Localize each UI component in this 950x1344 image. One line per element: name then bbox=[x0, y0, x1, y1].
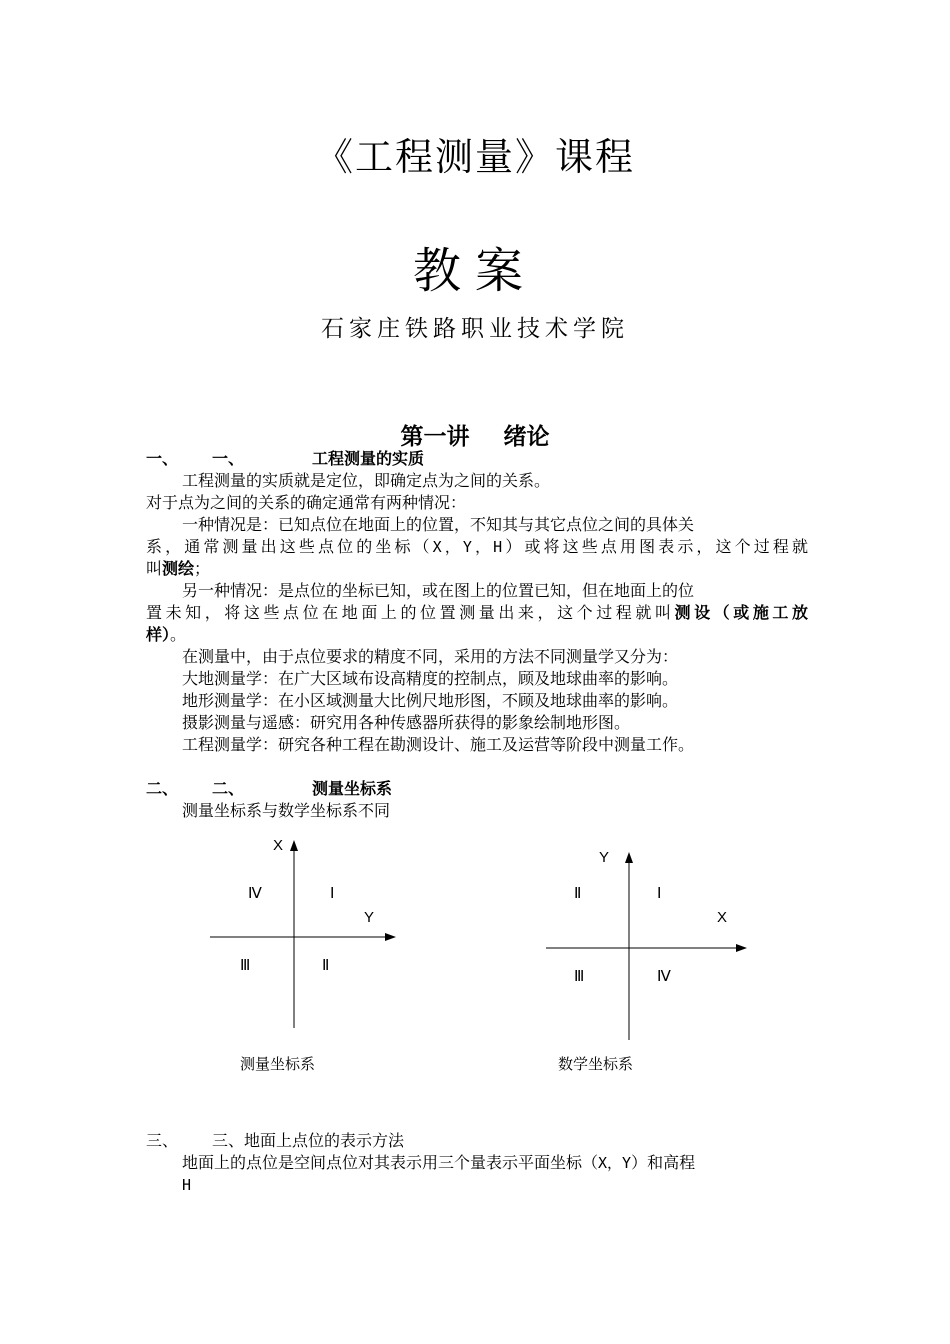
section1-paragraph-1: 工程测量的实质就是定位，即确定点为之间的关系。 bbox=[182, 471, 551, 490]
survey-coordinate-diagram bbox=[210, 840, 396, 1028]
math-diagram-caption: 数学坐标系 bbox=[558, 1056, 634, 1073]
text-run: 置未知，将这些点位在地面上的位置测量出来，这个过程就叫 bbox=[146, 603, 675, 622]
survey-vertical-axis-label: X bbox=[273, 837, 284, 854]
section1-paragraph-4-line-1: 另一种情况：是点位的坐标已知，或在图上的位置已知，但在地面上的位 bbox=[182, 581, 695, 600]
term-setting-out: 测设（或施工放 bbox=[674, 603, 808, 622]
survey-quadrant-top-left: Ⅳ bbox=[248, 885, 262, 902]
survey-horizontal-arrowhead bbox=[385, 933, 396, 941]
math-quadrant-bottom-right: Ⅳ bbox=[657, 968, 671, 985]
text-run: ）或将这些点用图表示，这个过程就 bbox=[502, 537, 808, 556]
section3-title: 三、地面上点位的表示方法 bbox=[212, 1131, 405, 1150]
section1-paragraph-5: 在测量中，由于点位要求的精度不同，采用的方法不同测量学又分为： bbox=[182, 647, 679, 666]
section1-paragraph-3-line-1: 一种情况是：已知点位在地面上的位置，不知其与其它点位之间的具体关 bbox=[182, 515, 695, 534]
text-run: 地面上的点位是空间点位对其表示用三个量表示平面坐标（ bbox=[182, 1153, 599, 1172]
section2-paragraph-1: 测量坐标系与数学坐标系不同 bbox=[182, 801, 391, 820]
term-setting-out-end: 样） bbox=[146, 625, 171, 644]
survey-diagram-caption: 测量坐标系 bbox=[240, 1056, 316, 1073]
coordinate-symbols: X，Y bbox=[598, 1154, 632, 1172]
section1-number: 一、 bbox=[146, 449, 179, 468]
math-quadrant-top-right: Ⅰ bbox=[657, 885, 662, 902]
main-title: 教案 bbox=[412, 243, 537, 299]
text-run: ）和高程 bbox=[631, 1153, 696, 1172]
survey-quadrant-top-right: Ⅰ bbox=[330, 885, 335, 902]
section1-paragraph-2: 对于点为之间的关系的确定通常有两种情况： bbox=[146, 493, 467, 512]
section1-paragraph-6: 大地测量学：在广大区域布设高精度的控制点，顾及地球曲率的影响。 bbox=[182, 669, 679, 688]
survey-quadrant-bottom-right: Ⅱ bbox=[322, 957, 330, 974]
school-name: 石家庄铁路职业技术学院 bbox=[321, 316, 629, 342]
section1-paragraph-7: 地形测量学：在小区域测量大比例尺地形图，不顾及地球曲率的影响。 bbox=[182, 691, 679, 710]
section2-title: 测量坐标系 bbox=[312, 779, 393, 798]
lecture-number: 第一讲 bbox=[400, 423, 470, 450]
course-title: 《工程测量》课程 bbox=[314, 135, 635, 179]
math-quadrant-bottom-left: Ⅲ bbox=[574, 968, 585, 985]
section3-paragraph-2: H bbox=[182, 1176, 192, 1194]
text-run: 。 bbox=[170, 625, 187, 644]
section3-number: 三、 bbox=[146, 1131, 179, 1150]
section1-paragraph-8: 摄影测量与遥感：研究用各种传感器所获得的影象绘制地形图。 bbox=[182, 713, 631, 732]
term-mapping: 测绘 bbox=[162, 559, 195, 578]
math-vertical-axis-label: Y bbox=[599, 849, 610, 866]
math-coordinate-diagram bbox=[546, 852, 747, 1040]
survey-quadrant-bottom-left: Ⅲ bbox=[240, 957, 251, 974]
survey-horizontal-axis-label: Y bbox=[364, 909, 375, 926]
text-run: ； bbox=[194, 559, 211, 578]
lecture-topic: 绪论 bbox=[503, 423, 550, 450]
section1-number-inner: 一、 bbox=[212, 449, 245, 468]
section1-paragraph-9: 工程测量学：研究各种工程在勘测设计、施工及运营等阶段中测量工作。 bbox=[182, 735, 695, 754]
section2-number: 二、 bbox=[146, 779, 179, 798]
text-run: 叫 bbox=[146, 559, 163, 578]
text-run: 系，通常测量出这些点位的坐标（ bbox=[146, 537, 433, 556]
survey-vertical-arrowhead bbox=[290, 840, 298, 851]
section1-title: 工程测量的实质 bbox=[312, 449, 425, 468]
coordinate-symbols: X，Y，H bbox=[432, 538, 503, 556]
section3-paragraph-1 bbox=[182, 1152, 695, 1174]
section2-number-inner: 二、 bbox=[212, 779, 245, 798]
math-horizontal-axis-label: X bbox=[717, 909, 728, 926]
math-vertical-arrowhead bbox=[625, 852, 633, 863]
math-quadrant-top-left: Ⅱ bbox=[574, 885, 582, 902]
math-horizontal-arrowhead bbox=[736, 944, 747, 952]
